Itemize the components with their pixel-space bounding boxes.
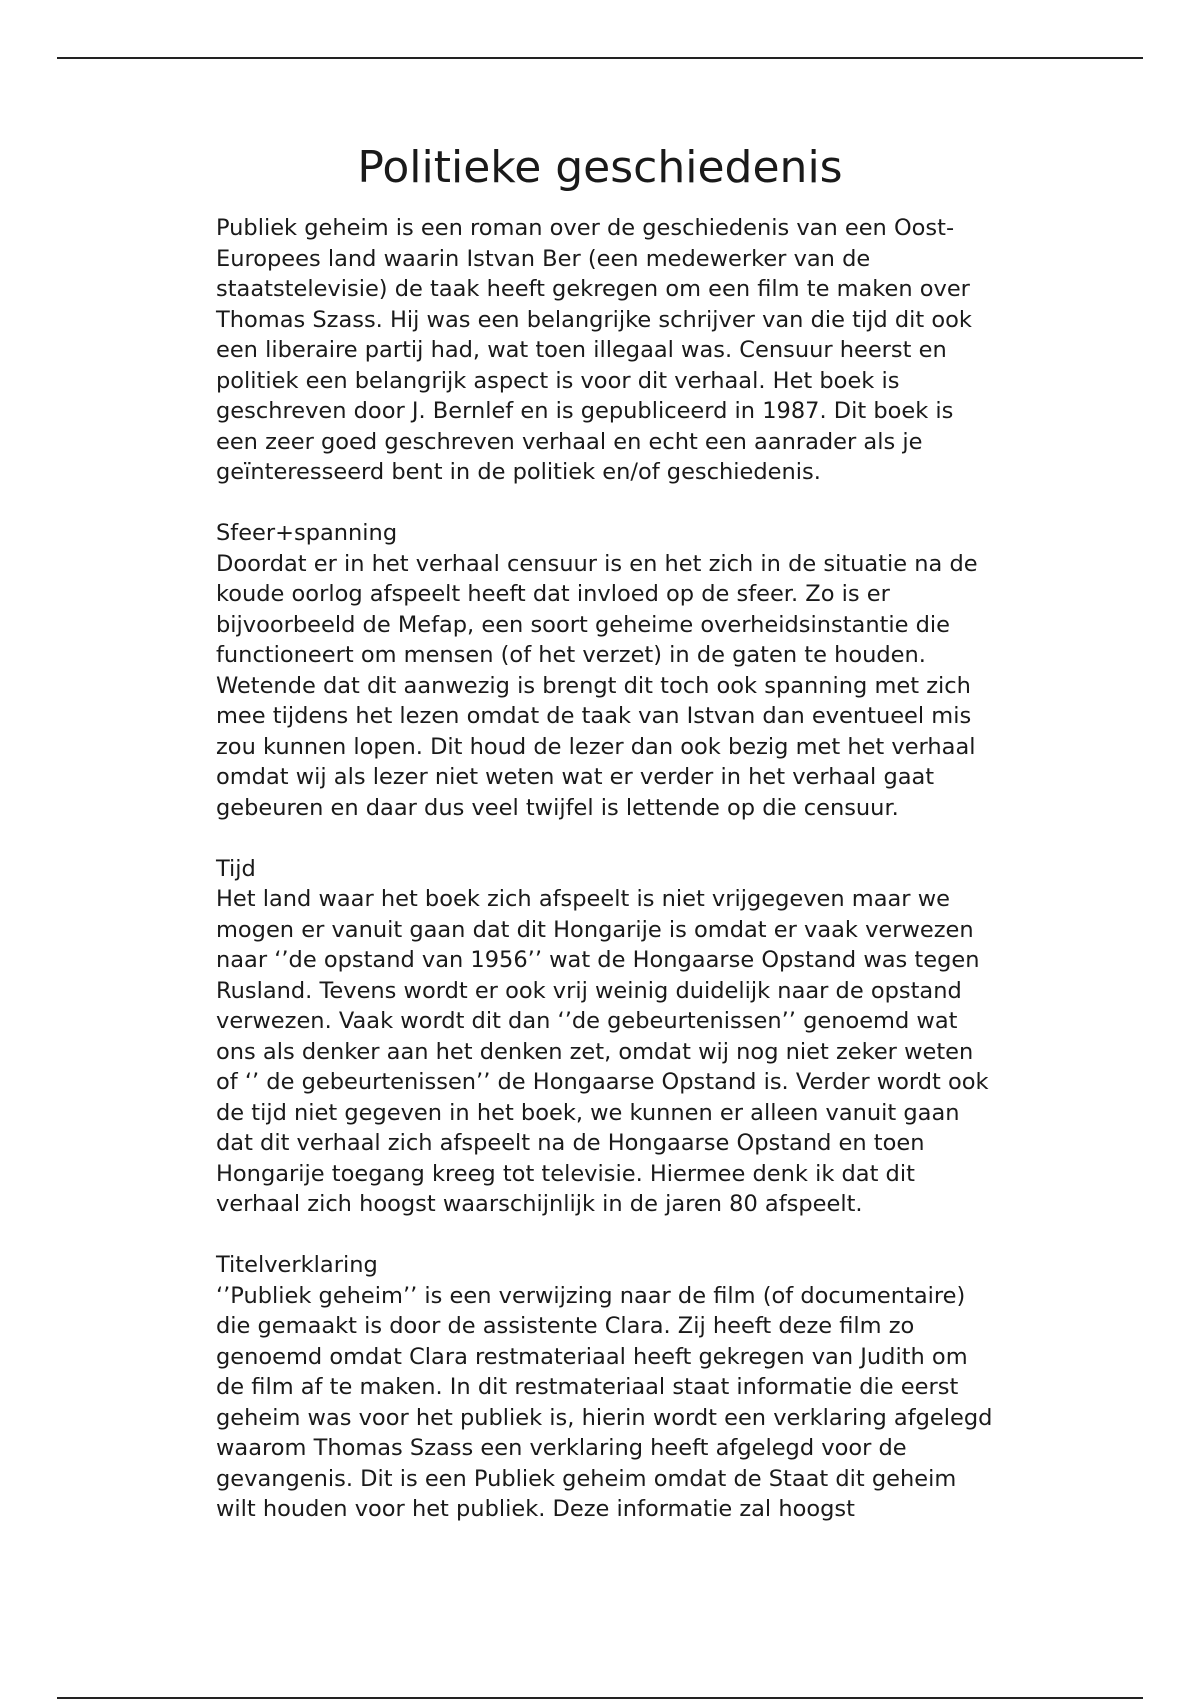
text-line: mee tijdens het lezen omdat de taak van Istvan dan eventueel mis bbox=[216, 703, 972, 729]
text-line: genoemd omdat Clara restmateriaal heeft gekregen van Judith om bbox=[216, 1343, 968, 1370]
top-rule bbox=[57, 57, 1143, 59]
text-line: Publiek geheim is een roman over de geschiedenis van een Oost- bbox=[216, 215, 955, 241]
text-line: verwezen. Vaak wordt dit dan ‘’de gebeurtenissen’’ genoemd wat bbox=[216, 1008, 958, 1034]
text-line: functioneert om mensen (of het verzet) in de gaten te houden. bbox=[216, 642, 926, 668]
paragraph-gap bbox=[216, 1220, 1076, 1251]
paragraph-gap bbox=[216, 488, 1076, 519]
bottom-rule bbox=[57, 1697, 1143, 1699]
text-line: de tijd niet gegeven in het boek, we kunnen er alleen vanuit gaan bbox=[216, 1099, 960, 1126]
text-line: zou kunnen lopen. Dit houd de lezer dan ook bezig met het verhaal bbox=[216, 733, 976, 760]
text-line: gebeuren en daar dus veel twijfel is lettende op die censuur. bbox=[216, 794, 899, 821]
text-line: geheim was voor het publiek is, hierin wordt een verklaring afgelegd bbox=[216, 1404, 993, 1431]
paragraph-gap bbox=[216, 823, 1076, 854]
text-line: Doordat er in het verhaal censuur is en het zich in de situatie na de bbox=[216, 550, 978, 577]
text-line: staatstelevisie) de taak heeft gekregen om een film te maken over bbox=[216, 276, 970, 302]
text-line: politiek een belangrijk aspect is voor dit verhaal. Het boek is bbox=[216, 367, 900, 394]
intro-paragraph bbox=[216, 213, 1076, 488]
section-sfeer-spanning bbox=[216, 518, 1076, 823]
text-line: of ‘’ de gebeurtenissen’’ de Hongaarse Opstand is. Verder wordt ook bbox=[216, 1069, 989, 1095]
text-line: waarom Thomas Szass een verklaring heeft afgelegd voor de bbox=[216, 1435, 907, 1461]
text-line: ‘’Publiek geheim’’ is een verwijzing naar de film (of documentaire) bbox=[216, 1282, 966, 1309]
text-line: een liberaire partij had, wat toen illegaal was. Censuur heerst en bbox=[216, 337, 947, 363]
text-line: bijvoorbeeld de Mefap, een soort geheime overheidsinstantie die bbox=[216, 611, 951, 638]
text-line: verhaal zich hoogst waarschijnlijk in de jaren 80 afspeelt. bbox=[216, 1191, 863, 1217]
section-titelverklaring bbox=[216, 1250, 1076, 1525]
document-body bbox=[216, 213, 1076, 1525]
text-line: Wetende dat dit aanwezig is brengt dit toch ook spanning met zich bbox=[216, 672, 971, 699]
text-line: Rusland. Tevens wordt er ook vrij weinig duidelijk naar de opstand bbox=[216, 977, 962, 1004]
text-line: naar ‘’de opstand van 1956’’ wat de Hongaarse Opstand was tegen bbox=[216, 947, 980, 973]
text-line: die gemaakt is door de assistente Clara. Zij heeft deze film zo bbox=[216, 1313, 915, 1339]
text-line: dat dit verhaal zich afspeelt na de Hongaarse Opstand en toen bbox=[216, 1130, 925, 1156]
text-line: geschreven door J. Bernlef en is gepubliceerd in 1987. Dit boek is bbox=[216, 398, 954, 424]
text-line: geïnteresseerd bent in de politiek en/of geschiedenis. bbox=[216, 459, 821, 485]
text-line: koude oorlog afspeelt heeft dat invloed op de sfeer. Zo is er bbox=[216, 581, 890, 607]
text-line: ons als denker aan het denken zet, omdat wij nog niet zeker weten bbox=[216, 1038, 974, 1065]
text-line: de film af te maken. In dit restmateriaal staat informatie die eerst bbox=[216, 1374, 959, 1400]
text-line: wilt houden voor het publiek. Deze informatie zal hoogst bbox=[216, 1496, 855, 1522]
page-title: Politieke geschiedenis bbox=[357, 142, 843, 193]
text-line: mogen er vanuit gaan dat dit Hongarije is omdat er vaak verwezen bbox=[216, 916, 974, 943]
text-line: Thomas Szass. Hij was een belangrijke schrijver van die tijd dit ook bbox=[216, 306, 972, 333]
text-line: gevangenis. Dit is een Publiek geheim omdat de Staat dit geheim bbox=[216, 1465, 957, 1492]
section-heading: Titelverklaring bbox=[216, 1252, 378, 1278]
text-line: Europees land waarin Istvan Ber (een medewerker van de bbox=[216, 245, 871, 272]
text-line: een zeer goed geschreven verhaal en echt een aanrader als je bbox=[216, 428, 923, 455]
section-heading: Tijd bbox=[216, 855, 256, 882]
text-line: omdat wij als lezer niet weten wat er verder in het verhaal gaat bbox=[216, 764, 935, 790]
text-line: Het land waar het boek zich afspeelt is niet vrijgegeven maar we bbox=[216, 886, 950, 912]
section-heading: Sfeer+spanning bbox=[216, 520, 398, 546]
section-tijd bbox=[216, 854, 1076, 1220]
text-line: Hongarije toegang kreeg tot televisie. Hiermee denk ik dat dit bbox=[216, 1160, 915, 1187]
